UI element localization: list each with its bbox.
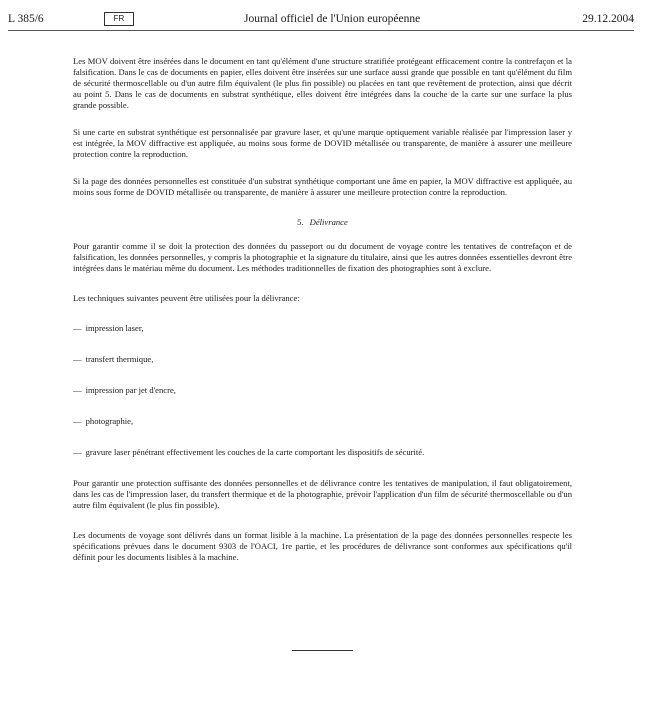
list-dash: — <box>73 385 82 395</box>
section-title: Délivrance <box>309 217 348 227</box>
paragraph-security-film: Pour garantir une protection suffisante des données personnelles et de délivrance contre les tentatives de manipulation, il faut obligatoirement, dans les cas de l'impression laser, du transfert thermique et de la photographie, prévoir l'application d'un film de sécurité thermoscellable ou d'un autre film équivalent (le plus fin possible). <box>73 478 572 510</box>
list-dash: — <box>73 354 82 364</box>
page-header <box>8 10 634 28</box>
list-item-text: impression par jet d'encre, <box>85 385 176 395</box>
language-badge: FR <box>104 12 134 26</box>
list-item <box>73 416 572 427</box>
list-item-text: impression laser, <box>85 323 144 333</box>
paragraph-paper-core: Si la page des données personnelles est constituée d'un substrat synthétique comportant une âme en papier, la MOV diffractive est appliquée, au moins sous forme de DOVID métallisée ou transparente, de manière à assurer une meilleure protection contre la reproduction. <box>73 176 572 197</box>
list-item <box>73 447 572 458</box>
list-dash: — <box>73 323 82 333</box>
page-reference: L 385/6 <box>8 13 44 25</box>
document-body <box>73 56 572 563</box>
section-heading <box>73 217 572 228</box>
list-item <box>73 323 572 334</box>
list-item-text: photographie, <box>85 416 134 426</box>
paragraph-techniques-intro: Les techniques suivantes peuvent être utilisées pour la délivrance: <box>73 293 300 303</box>
list-dash: — <box>73 447 82 457</box>
list-item-text: gravure laser pénétrant effectivement les couches de la carte comportant les dispositifs de sécurité. <box>85 447 425 457</box>
publication-date: 29.12.2004 <box>582 13 634 25</box>
list-item-text: transfert thermique, <box>85 354 154 364</box>
end-divider <box>292 650 353 651</box>
paragraph-machine-readable: Les documents de voyage sont délivrés dans un format lisible à la machine. La présentation de la page des données personnelles respecte les spécifications prévues dans le document 9303 de l'OACI, 1re partie, et les procédures de délivrance sont conformes aux spécifications qu'il définit pour les documents lisibles à la machine. <box>73 530 572 562</box>
paragraph-data-protection: Pour garantir comme il se doit la protection des données du passeport ou du document de voyage contre les tentatives de contrefaçon et de falsification, les données personnelles, y compris la photographie et la signature du titulaire, ainsi que les autres données essentielles devront être intégrées dans le matériau même du document. Les méthodes traditionnelles de fixation des photographies sont à exclure. <box>73 241 573 273</box>
header-divider <box>8 30 634 31</box>
paragraph-laser-card: Si une carte en substrat synthétique est personnalisée par gravure laser, et qu'une marque optiquement variable réalisée par l'impression laser y est intégrée, la MOV diffractive est appliquée, au moins sous forme de DOVID métallisée ou transparente, de manière à assurer une meilleure protection contre la reproduction. <box>73 127 572 159</box>
list-item <box>73 385 572 396</box>
list-item <box>73 354 572 365</box>
paragraph-mov-insertion: Les MOV doivent être insérées dans le document en tant qu'élément d'une structure stratifiée protégeant efficacement contre la contrefaçon et la falsification. Dans le cas de documents en papier, elles doivent être insérées sur une surface aussi grande que possible en tant qu'élément du film de sécurité thermoscellable ou d'un autre film équivalent (le plus fin possible) ou placées en tant que revêtement de protection, ainsi que décrit au point 5. Dans le cas de documents en substrat synthétique, elles doivent être intégrées dans la couche de la carte sur une surface la plus grande possible. <box>73 56 572 110</box>
section-number: 5. <box>297 217 304 227</box>
list-dash: — <box>73 416 82 426</box>
journal-title: Journal officiel de l'Union européenne <box>244 13 421 25</box>
